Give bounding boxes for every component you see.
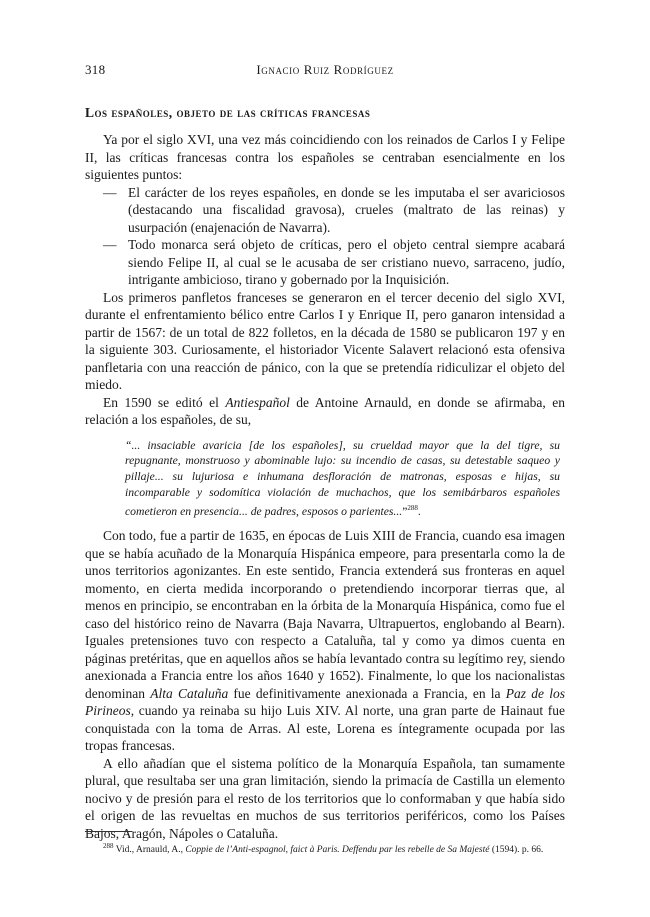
section-title: Los españoles, objeto de las críticas francesas	[85, 105, 371, 120]
list-item	[85, 184, 565, 237]
paragraph-3-text-end: de Antoine Arnauld, en donde se afirmaba, en relación a los españoles, de su,	[85, 394, 565, 427]
footnote-divider	[85, 831, 132, 832]
paragraph-4-text: Con todo, fue a partir de 1635, en épocas de Luis XIII de Francia, cuando esa imagen que se había acuñado de la Monarquía Hispánica empeore, para presentarla como la de unos territorios agonizantes. En este sentido, Francia extenderá sus fronteras en aquel momento, en cierta medida incorporando o pretendiendo incorporar tierras que, al menos en principio, se encontraban en la órbita de la Monarquía Hispánica, como fue el caso del histórico reino de Navarra (Baja Navarra, Ultrapuertos, englobando al Bearn). Iguales pretensiones tuvo con respecto a Cataluña, tal y como ya dimos cuenta en páginas pretéritas, que en aquellos años se había levantado contra su legítimo rey, siendo anexionada a Francia entre los años 1640 y 1652). Finalmente, lo que los nacionalistas denominan	[85, 528, 565, 701]
quote-text: “... insaciable avaricia [de los españoles], su crueldad mayor que la del tigre, su repugnante, monstruoso y abominable lujo: su incendio de casas, su detestable saqueo y pillaje... su lujuriosa e inhumana desfloración de matronas, esposas e hijas, su incomparable y sodomítica violación de muchachos, que los semibárbaros españoles cometieron en presencia... de padres, esposos o parientes...	[125, 438, 560, 518]
paragraph-1: Ya por el siglo XVI, una vez más coincidiendo con los reinados de Carlos I y Felipe II, las críticas francesas contra los españoles se centraban esencialmente en los siguientes puntos:	[85, 132, 565, 182]
running-title: Ignacio Ruiz Rodríguez	[256, 62, 394, 77]
list-item	[85, 236, 565, 289]
list-item-text: Todo monarca será objeto de críticas, pero el objeto central siempre acabará siendo Felipe II, al cual se le acusaba de ser cristiano nuevo, sarraceno, judío, intrigante ambicioso, tirano y gobernado por la Inquisición.	[128, 237, 565, 287]
footnote	[103, 840, 565, 856]
criticism-list	[85, 184, 565, 289]
page-body	[85, 105, 565, 842]
footnote-number: 288	[103, 842, 114, 850]
footnote-text: Vid., Arnauld, A.,	[113, 845, 186, 856]
list-dash: —	[103, 184, 117, 200]
block-quote	[125, 438, 560, 520]
quote-closing-mark: ”	[402, 504, 408, 518]
quote-end: .	[417, 504, 421, 518]
list-dash: —	[103, 237, 117, 252]
paragraph-4	[85, 527, 565, 755]
footnote-text-end: (1594). p. 66.	[489, 845, 544, 856]
paragraph-3-text: En 1590 se editó el	[103, 394, 226, 410]
footnote-italic-title: Coppie de l’Anti-espagnol, faict à Paris. Deffendu par les rebelle de Sa Majesté	[185, 845, 490, 856]
page-number: 318	[85, 62, 106, 77]
italic-term-alta-cataluna: Alta Cataluña	[150, 685, 229, 701]
book-title-antiespanol: Antiespañol	[225, 394, 290, 410]
paragraph-3	[85, 394, 565, 429]
paragraph-4-text: , cuando ya reinaba su hijo Luis XIV. Al norte, una gran parte de Hainaut fue conquistada con la toma de Arras. Al este, Lorena es íntegramente ocupada por las tropas francesas.	[85, 703, 565, 754]
paragraph-4-text: fue definitivamente anexionada a Francia, en la	[228, 685, 506, 701]
paragraph-2: Los primeros panfletos franceses se generaron en el tercer decenio del siglo XVI, durante el enfrentamiento bélico entre Carlos I y Enrique II, pero ganaron intensidad a partir de 1567: de un total de 822 folletos, en la década de 1580 se publicaron 197 y en la siguiente 303. Curiosamente, el historiador Vicente Salavert relacionó esta ofensiva panfletaria con una reacción de pánico, con la que se pretendía ridiculizar el objeto del miedo.	[85, 289, 565, 392]
italic-term-paz-pirineos: Paz de los Pirineos	[85, 685, 565, 719]
paragraph-5: A ello añadían que el sistema político de la Monarquía Española, tan sumamente plural, que resultaba ser una gran limitación, siendo la primacía de Castilla un elemento nocivo y de presión para el resto de los territorios que lo conformaban y que había sido el origen de las revueltas en muchos de sus territorios periféricos, como los Países Bajos, Aragón, Nápoles o Cataluña.	[85, 755, 565, 841]
list-item-text: El carácter de los reyes españoles, en donde se les imputaba el ser avariciosos (destacando una fiscalidad gravosa), crueles (maltrato de las reinas) y usurpación (enajenación de Navarra).	[128, 184, 565, 235]
footnote-reference[interactable]: 288	[407, 503, 418, 512]
